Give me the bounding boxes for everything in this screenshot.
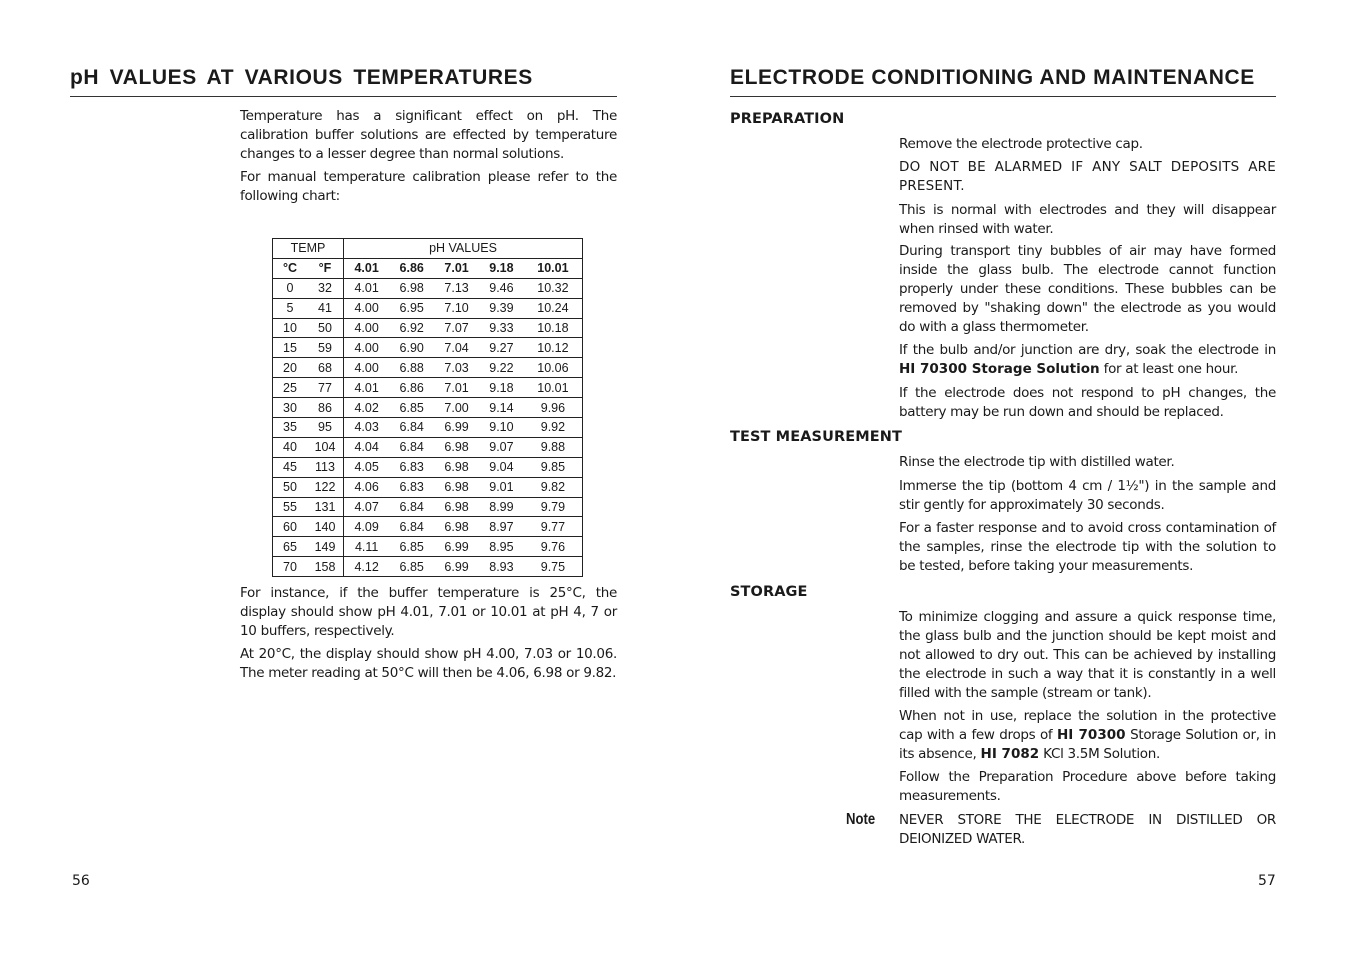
fahrenheit-cell: 77 xyxy=(307,378,344,398)
table-row xyxy=(273,437,583,457)
ph-value-cell: 9.92 xyxy=(524,418,583,438)
ph-value-cell: 4.03 xyxy=(344,418,390,438)
fahrenheit-cell: 122 xyxy=(307,477,344,497)
ph-value-cell: 7.13 xyxy=(434,278,479,298)
storage-paragraph-2 xyxy=(899,707,1276,764)
storage-paragraph-3: Follow the Preparation Procedure above before taking measurements. xyxy=(899,769,1276,804)
page-number-right: 57 xyxy=(1258,873,1276,889)
storage-solution-product: HI 70300 Storage Solution xyxy=(899,361,1100,377)
ph-value-cell: 6.85 xyxy=(389,557,434,577)
preparation-paragraph-6: If the electrode does not respond to pH changes, the battery may be run down and should be replaced. xyxy=(899,385,1276,420)
fahrenheit-cell: 149 xyxy=(307,537,344,557)
table-row xyxy=(273,477,583,497)
ph-value-cell: 4.01 xyxy=(344,378,390,398)
table-row xyxy=(273,537,583,557)
ph-value-cell: 6.84 xyxy=(389,437,434,457)
storage-p2-text: When not in use, replace the solution in the protective cap with a few drops of xyxy=(899,708,1276,743)
ph-value-cell: 6.84 xyxy=(389,517,434,537)
storage-p2-text-end: KCl 3.5M Solution. xyxy=(1039,746,1161,762)
ph-value-cell: 6.98 xyxy=(434,437,479,457)
ph-value-cell: 6.84 xyxy=(389,418,434,438)
fahrenheit-cell: 68 xyxy=(307,358,344,378)
preparation-paragraph-3: This is normal with electrodes and they will disappear when rinsed with water. xyxy=(899,202,1276,237)
celsius-cell: 5 xyxy=(273,298,308,318)
ph-value-cell: 6.99 xyxy=(434,418,479,438)
ph-value-cell: 4.00 xyxy=(344,318,390,338)
preparation-paragraph-4: During transport tiny bubbles of air may have formed inside the glass bulb. The electrode cannot function properly under these conditions. These bubbles can be removed by "shaking down" the electrode as you would do with a glass thermometer. xyxy=(899,243,1276,335)
fahrenheit-cell: 41 xyxy=(307,298,344,318)
celsius-cell: 10 xyxy=(273,318,308,338)
preparation-p5-text-end: for at least one hour. xyxy=(1099,361,1239,377)
ph-value-cell: 8.99 xyxy=(479,497,524,517)
ph-value-cell: 8.93 xyxy=(479,557,524,577)
ph-value-cell: 7.03 xyxy=(434,358,479,378)
ph-value-cell: 7.01 xyxy=(434,378,479,398)
fahrenheit-cell: 113 xyxy=(307,457,344,477)
ph-value-cell: 10.06 xyxy=(524,358,583,378)
ph-value-cell: 9.10 xyxy=(479,418,524,438)
celsius-cell: 55 xyxy=(273,497,308,517)
ph-value-cell: 9.46 xyxy=(479,278,524,298)
celsius-cell: 35 xyxy=(273,418,308,438)
preparation-paragraph-5 xyxy=(899,341,1276,379)
ph-value-cell: 9.96 xyxy=(524,398,583,418)
celsius-header: °C xyxy=(273,258,308,278)
ph-value-cell: 9.04 xyxy=(479,457,524,477)
fahrenheit-cell: 131 xyxy=(307,497,344,517)
ph-value-cell: 9.22 xyxy=(479,358,524,378)
table-row xyxy=(273,497,583,517)
preparation-paragraph-1: Remove the electrode protective cap. xyxy=(899,136,1143,152)
celsius-cell: 15 xyxy=(273,338,308,358)
ph-value-cell: 6.85 xyxy=(389,398,434,418)
ph-value-cell: 4.01 xyxy=(344,278,390,298)
ph-value-cell: 6.92 xyxy=(389,318,434,338)
outro-paragraph-1: For instance, if the buffer temperature is 25°C, the display should show pH 4.01, 7.01 or 10.01 at pH 4, 7 or 10 buffers, respectively. xyxy=(240,585,617,639)
ph-value-cell: 4.07 xyxy=(344,497,390,517)
ph-value-cell: 7.04 xyxy=(434,338,479,358)
celsius-cell: 45 xyxy=(273,457,308,477)
ph-value-cell: 6.98 xyxy=(434,457,479,477)
ph-value-cell: 6.83 xyxy=(389,457,434,477)
preparation-heading: PREPARATION xyxy=(730,111,845,127)
ph-value-cell: 4.06 xyxy=(344,477,390,497)
ph-value-cell: 9.39 xyxy=(479,298,524,318)
ph-value-cell: 4.02 xyxy=(344,398,390,418)
ph-value-cell: 8.95 xyxy=(479,537,524,557)
celsius-cell: 20 xyxy=(273,358,308,378)
fahrenheit-cell: 140 xyxy=(307,517,344,537)
buffer-header: 10.01 xyxy=(524,258,583,278)
ph-value-cell: 10.18 xyxy=(524,318,583,338)
ph-value-cell: 4.04 xyxy=(344,437,390,457)
page-number-left: 56 xyxy=(72,873,90,889)
ph-values-header: pH VALUES xyxy=(344,239,583,259)
ph-value-cell: 9.88 xyxy=(524,437,583,457)
buffer-header: 4.01 xyxy=(344,258,390,278)
ph-value-cell: 4.00 xyxy=(344,358,390,378)
ph-value-cell: 4.00 xyxy=(344,298,390,318)
ph-value-cell: 6.95 xyxy=(389,298,434,318)
fahrenheit-cell: 32 xyxy=(307,278,344,298)
buffer-header: 6.86 xyxy=(389,258,434,278)
ph-value-cell: 6.86 xyxy=(389,378,434,398)
ph-temperature-table xyxy=(272,238,583,577)
note-text: NEVER STORE THE ELECTRODE IN DISTILLED OR DEIONIZED WATER. xyxy=(899,812,1276,847)
celsius-cell: 0 xyxy=(273,278,308,298)
fahrenheit-header: °F xyxy=(307,258,344,278)
ph-value-cell: 6.98 xyxy=(389,278,434,298)
table-row xyxy=(273,557,583,577)
buffer-header: 9.18 xyxy=(479,258,524,278)
table-row xyxy=(273,318,583,338)
ph-value-cell: 6.98 xyxy=(434,477,479,497)
celsius-cell: 50 xyxy=(273,477,308,497)
ph-value-cell: 10.24 xyxy=(524,298,583,318)
ph-value-cell: 4.05 xyxy=(344,457,390,477)
fahrenheit-cell: 86 xyxy=(307,398,344,418)
ph-value-cell: 6.99 xyxy=(434,537,479,557)
test-paragraph-3: For a faster response and to avoid cross contamination of the samples, rinse the electrode tip with the solution to be tested, before taking your measurements. xyxy=(899,520,1276,574)
ph-value-cell: 7.10 xyxy=(434,298,479,318)
fahrenheit-cell: 59 xyxy=(307,338,344,358)
ph-value-cell: 6.88 xyxy=(389,358,434,378)
ph-value-cell: 9.14 xyxy=(479,398,524,418)
fahrenheit-cell: 158 xyxy=(307,557,344,577)
table-row xyxy=(273,517,583,537)
ph-value-cell: 10.32 xyxy=(524,278,583,298)
right-page-title: ELECTRODE CONDITIONING AND MAINTENANCE xyxy=(730,66,1276,97)
ph-value-cell: 9.75 xyxy=(524,557,583,577)
storage-paragraph-1: To minimize clogging and assure a quick response time, the glass bulb and the junction should be kept moist and not allowed to dry out. This can be achieved by installing the electrode in such a way that it is constantly in a well filled with the sample (stream or tank). xyxy=(899,609,1276,701)
table-row xyxy=(273,457,583,477)
test-paragraph-2: Immerse the tip (bottom 4 cm / 1½") in the sample and stir gently for approximately 30 seconds. xyxy=(899,478,1276,513)
ph-value-cell: 7.00 xyxy=(434,398,479,418)
ph-value-cell: 9.76 xyxy=(524,537,583,557)
storage-p2-text-mid: Storage Solution or, in its absence, xyxy=(899,727,1276,762)
preparation-p5-text: If the bulb and/or junction are dry, soak the electrode in xyxy=(899,342,1276,358)
ph-value-cell: 6.84 xyxy=(389,497,434,517)
table-row xyxy=(273,358,583,378)
ph-value-cell: 9.18 xyxy=(479,378,524,398)
buffer-header: 7.01 xyxy=(434,258,479,278)
ph-value-cell: 4.09 xyxy=(344,517,390,537)
ph-value-cell: 10.12 xyxy=(524,338,583,358)
fahrenheit-cell: 104 xyxy=(307,437,344,457)
storage-solution-code: HI 70300 xyxy=(1056,727,1126,743)
test-paragraph-1: Rinse the electrode tip with distilled water. xyxy=(899,454,1175,470)
ph-value-cell: 9.79 xyxy=(524,497,583,517)
ph-value-cell: 9.85 xyxy=(524,457,583,477)
intro-paragraph-1: Temperature has a significant effect on pH. The calibration buffer solutions are effected by temperature changes to a lesser degree than normal solutions. xyxy=(240,108,617,162)
test-measurement-heading: TEST MEASUREMENT xyxy=(730,429,902,445)
ph-value-cell: 6.98 xyxy=(434,517,479,537)
table-row xyxy=(273,338,583,358)
table-row xyxy=(273,418,583,438)
ph-value-cell: 6.90 xyxy=(389,338,434,358)
ph-value-cell: 6.85 xyxy=(389,537,434,557)
kcl-solution-code: HI 7082 xyxy=(980,746,1040,762)
ph-value-cell: 9.33 xyxy=(479,318,524,338)
celsius-cell: 25 xyxy=(273,378,308,398)
ph-value-cell: 10.01 xyxy=(524,378,583,398)
table-row xyxy=(273,298,583,318)
outro-paragraph-2: At 20°C, the display should show pH 4.00, 7.03 or 10.06. The meter reading at 50°C will then be 4.06, 6.98 or 9.82. xyxy=(240,646,617,681)
intro-paragraph-2: For manual temperature calibration please refer to the following chart: xyxy=(240,169,617,204)
table-row xyxy=(273,278,583,298)
ph-value-cell: 8.97 xyxy=(479,517,524,537)
celsius-cell: 40 xyxy=(273,437,308,457)
note-label: Note xyxy=(846,811,876,828)
ph-value-cell: 9.01 xyxy=(479,477,524,497)
table-row xyxy=(273,398,583,418)
ph-value-cell: 6.83 xyxy=(389,477,434,497)
fahrenheit-cell: 95 xyxy=(307,418,344,438)
celsius-cell: 30 xyxy=(273,398,308,418)
preparation-paragraph-2: DO NOT BE ALARMED IF ANY SALT DEPOSITS ARE PRESENT. xyxy=(899,159,1276,194)
fahrenheit-cell: 50 xyxy=(307,318,344,338)
ph-value-cell: 4.12 xyxy=(344,557,390,577)
ph-value-cell: 9.27 xyxy=(479,338,524,358)
ph-value-cell: 6.99 xyxy=(434,557,479,577)
ph-value-cell: 9.07 xyxy=(479,437,524,457)
left-page-title: pH VALUES AT VARIOUS TEMPERATURES xyxy=(70,66,617,97)
ph-value-cell: 4.00 xyxy=(344,338,390,358)
temp-header: TEMP xyxy=(273,239,344,259)
ph-value-cell: 4.11 xyxy=(344,537,390,557)
celsius-cell: 65 xyxy=(273,537,308,557)
ph-value-cell: 9.82 xyxy=(524,477,583,497)
ph-value-cell: 6.98 xyxy=(434,497,479,517)
celsius-cell: 60 xyxy=(273,517,308,537)
table-row xyxy=(273,378,583,398)
ph-value-cell: 9.77 xyxy=(524,517,583,537)
ph-value-cell: 7.07 xyxy=(434,318,479,338)
storage-heading: STORAGE xyxy=(730,584,808,600)
ph-table-body xyxy=(273,278,583,576)
celsius-cell: 70 xyxy=(273,557,308,577)
